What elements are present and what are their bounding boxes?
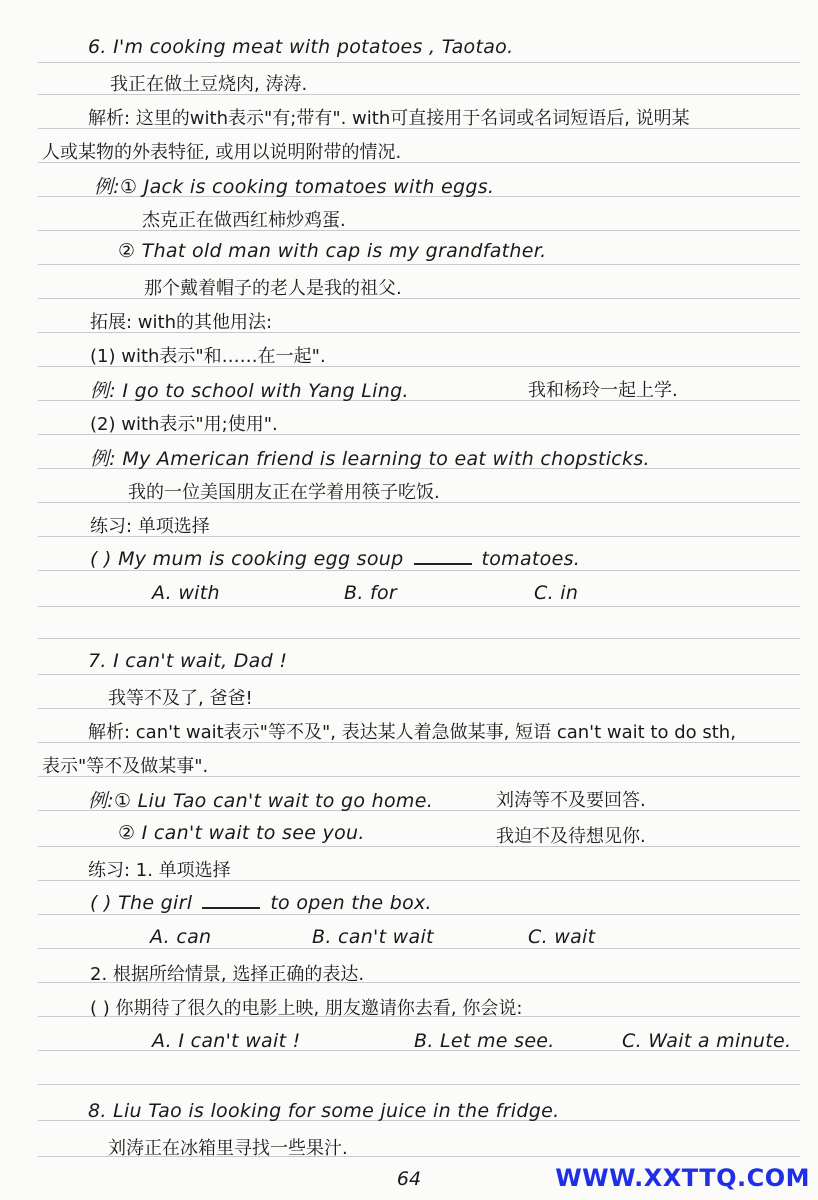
example-2-sentence: ② That old man with cap is my grandfather. [118, 240, 547, 262]
practice-2-heading: 2. 根据所给情景, 选择正确的表达. [90, 964, 365, 985]
page-number: 64 [396, 1168, 422, 1190]
item-8-translation: 刘涛正在冰箱里寻找一些果汁. [108, 1138, 348, 1159]
option-b: B. can't wait [312, 926, 434, 948]
option-b: B. Let me see. [414, 1030, 555, 1052]
example-4-sentence: ② I can't wait to see you. [118, 822, 365, 844]
option-c: C. wait [528, 926, 596, 948]
answer-blank[interactable] [414, 549, 472, 565]
item-7-sentence: 7. I can't wait, Dad ! [88, 650, 288, 672]
practice-question: ( ) My mum is cooking egg soup tomatoes. [90, 548, 581, 570]
practice-heading: 练习: 单项选择 [90, 516, 210, 537]
option-a: A. I can't wait ! [152, 1030, 301, 1052]
extension-usage-2: (2) with表示"用;使用". [90, 414, 278, 435]
extension-example-1: 例: I go to school with Yang Ling. [90, 380, 409, 402]
item-7-analysis: 解析: can't wait表示"等不及", 表达某人着急做某事, 短语 can't wait to do sth, [88, 722, 736, 743]
option-c: C. Wait a minute. [622, 1030, 792, 1052]
example-4-translation: 我迫不及待想见你. [496, 826, 646, 847]
answer-blank[interactable] [202, 893, 260, 909]
extension-heading: 拓展: with的其他用法: [90, 312, 273, 333]
practice-2-question: ( ) 你期待了很久的电影上映, 朋友邀请你去看, 你会说: [90, 998, 523, 1019]
item-6-analysis: 解析: 这里的with表示"有;带有". with可直接用于名词或名词短语后, 说明某 [88, 108, 690, 129]
option-c: C. in [534, 582, 579, 604]
practice-1-question: ( ) The girl to open the box. [90, 892, 432, 914]
practice-1-heading: 练习: 1. 单项选择 [88, 860, 231, 881]
example-3-translation: 刘涛等不及要回答. [496, 790, 646, 811]
option-b: B. for [344, 582, 398, 604]
item-6-sentence: 6. I'm cooking meat with potatoes , Taotao. [88, 36, 514, 58]
extension-example-1-translation: 我和杨玲一起上学. [528, 380, 678, 401]
watermark: WWW.XXTTQ.COM [555, 1164, 810, 1192]
item-8-sentence: 8. Liu Tao is looking for some juice in the fridge. [88, 1100, 560, 1122]
item-6-translation: 我正在做土豆烧肉, 涛涛. [110, 74, 308, 95]
example-1-sentence: 例:① Jack is cooking tomatoes with eggs. [94, 176, 495, 198]
option-a: A. with [152, 582, 220, 604]
example-2-translation: 那个戴着帽子的老人是我的祖父. [144, 278, 402, 299]
extension-usage-1: (1) with表示"和……在一起". [90, 346, 326, 367]
option-a: A. can [150, 926, 212, 948]
item-7-translation: 我等不及了, 爸爸! [108, 688, 253, 709]
example-1-translation: 杰克正在做西红柿炒鸡蛋. [142, 210, 346, 231]
item-6-analysis-cont: 人或某物的外表特征, 或用以说明附带的情况. [42, 142, 402, 163]
extension-example-2: 例: My American friend is learning to eat with chopsticks. [90, 448, 650, 470]
item-7-analysis-cont: 表示"等不及做某事". [42, 756, 209, 777]
extension-example-2-translation: 我的一位美国朋友正在学着用筷子吃饭. [128, 482, 440, 503]
example-3-sentence: 例:① Liu Tao can't wait to go home. [88, 790, 434, 812]
